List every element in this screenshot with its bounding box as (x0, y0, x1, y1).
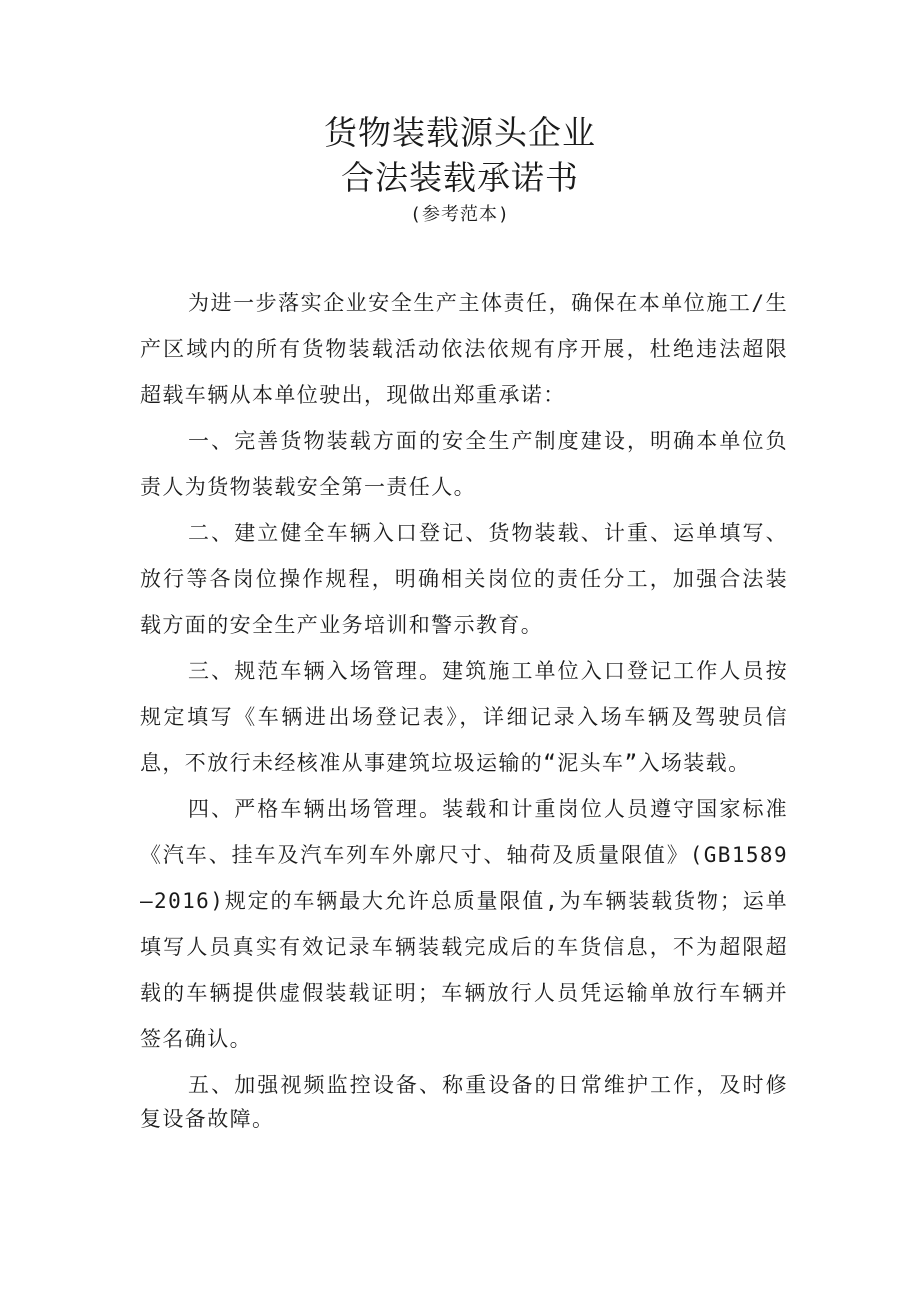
paragraph-item-4: 四、严格车辆出场管理。装载和计重岗位人员遵守国家标准《汽车、挂车及汽车列车外廓尺寸、轴荷及质量限值》(GB1589—2016)规定的车辆最大允许总质量限值,为车辆装载货物；运单填写人员真实有效记录车辆装载完成后的车货信息，不为超限超载的车辆提供虚假装载证明；车辆放行人员凭运输单放行车辆并签名确认。 (140, 797, 788, 1051)
paragraph-intro: 为进一步落实企业安全生产主体责任，确保在本单位施工/生产区域内的所有货物装载活动依法依规有序开展，杜绝违法超限超载车辆从本单位驶出，现做出郑重承诺： (140, 291, 788, 407)
document-subtitle: (参考范本) (410, 204, 510, 225)
document-body (140, 280, 788, 1136)
paragraph-item-3: 三、规范车辆入场管理。建筑施工单位入口登记工作人员按规定填写《车辆进出场登记表》，详细记录入场车辆及驾驶员信息，不放行未经核准从事建筑垃圾运输的“泥头车”入场装载。 (140, 659, 788, 775)
paragraph-item-5: 五、加强视频监控设备、称重设备的日常维护工作，及时修复设备故障。 (140, 1073, 788, 1131)
document-title-line-1: 货物装载源头企业 (324, 113, 596, 152)
paragraph-item-2: 二、建立健全车辆入口登记、货物装载、计重、运单填写、放行等各岗位操作规程，明确相关岗位的责任分工，加强合法装载方面的安全生产业务培训和警示教育。 (140, 521, 788, 637)
document-title-line-2: 合法装载承诺书 (341, 158, 579, 197)
paragraph-item-1: 一、完善货物装载方面的安全生产制度建设，明确本单位负责人为货物装载安全第一责任人。 (140, 429, 788, 499)
